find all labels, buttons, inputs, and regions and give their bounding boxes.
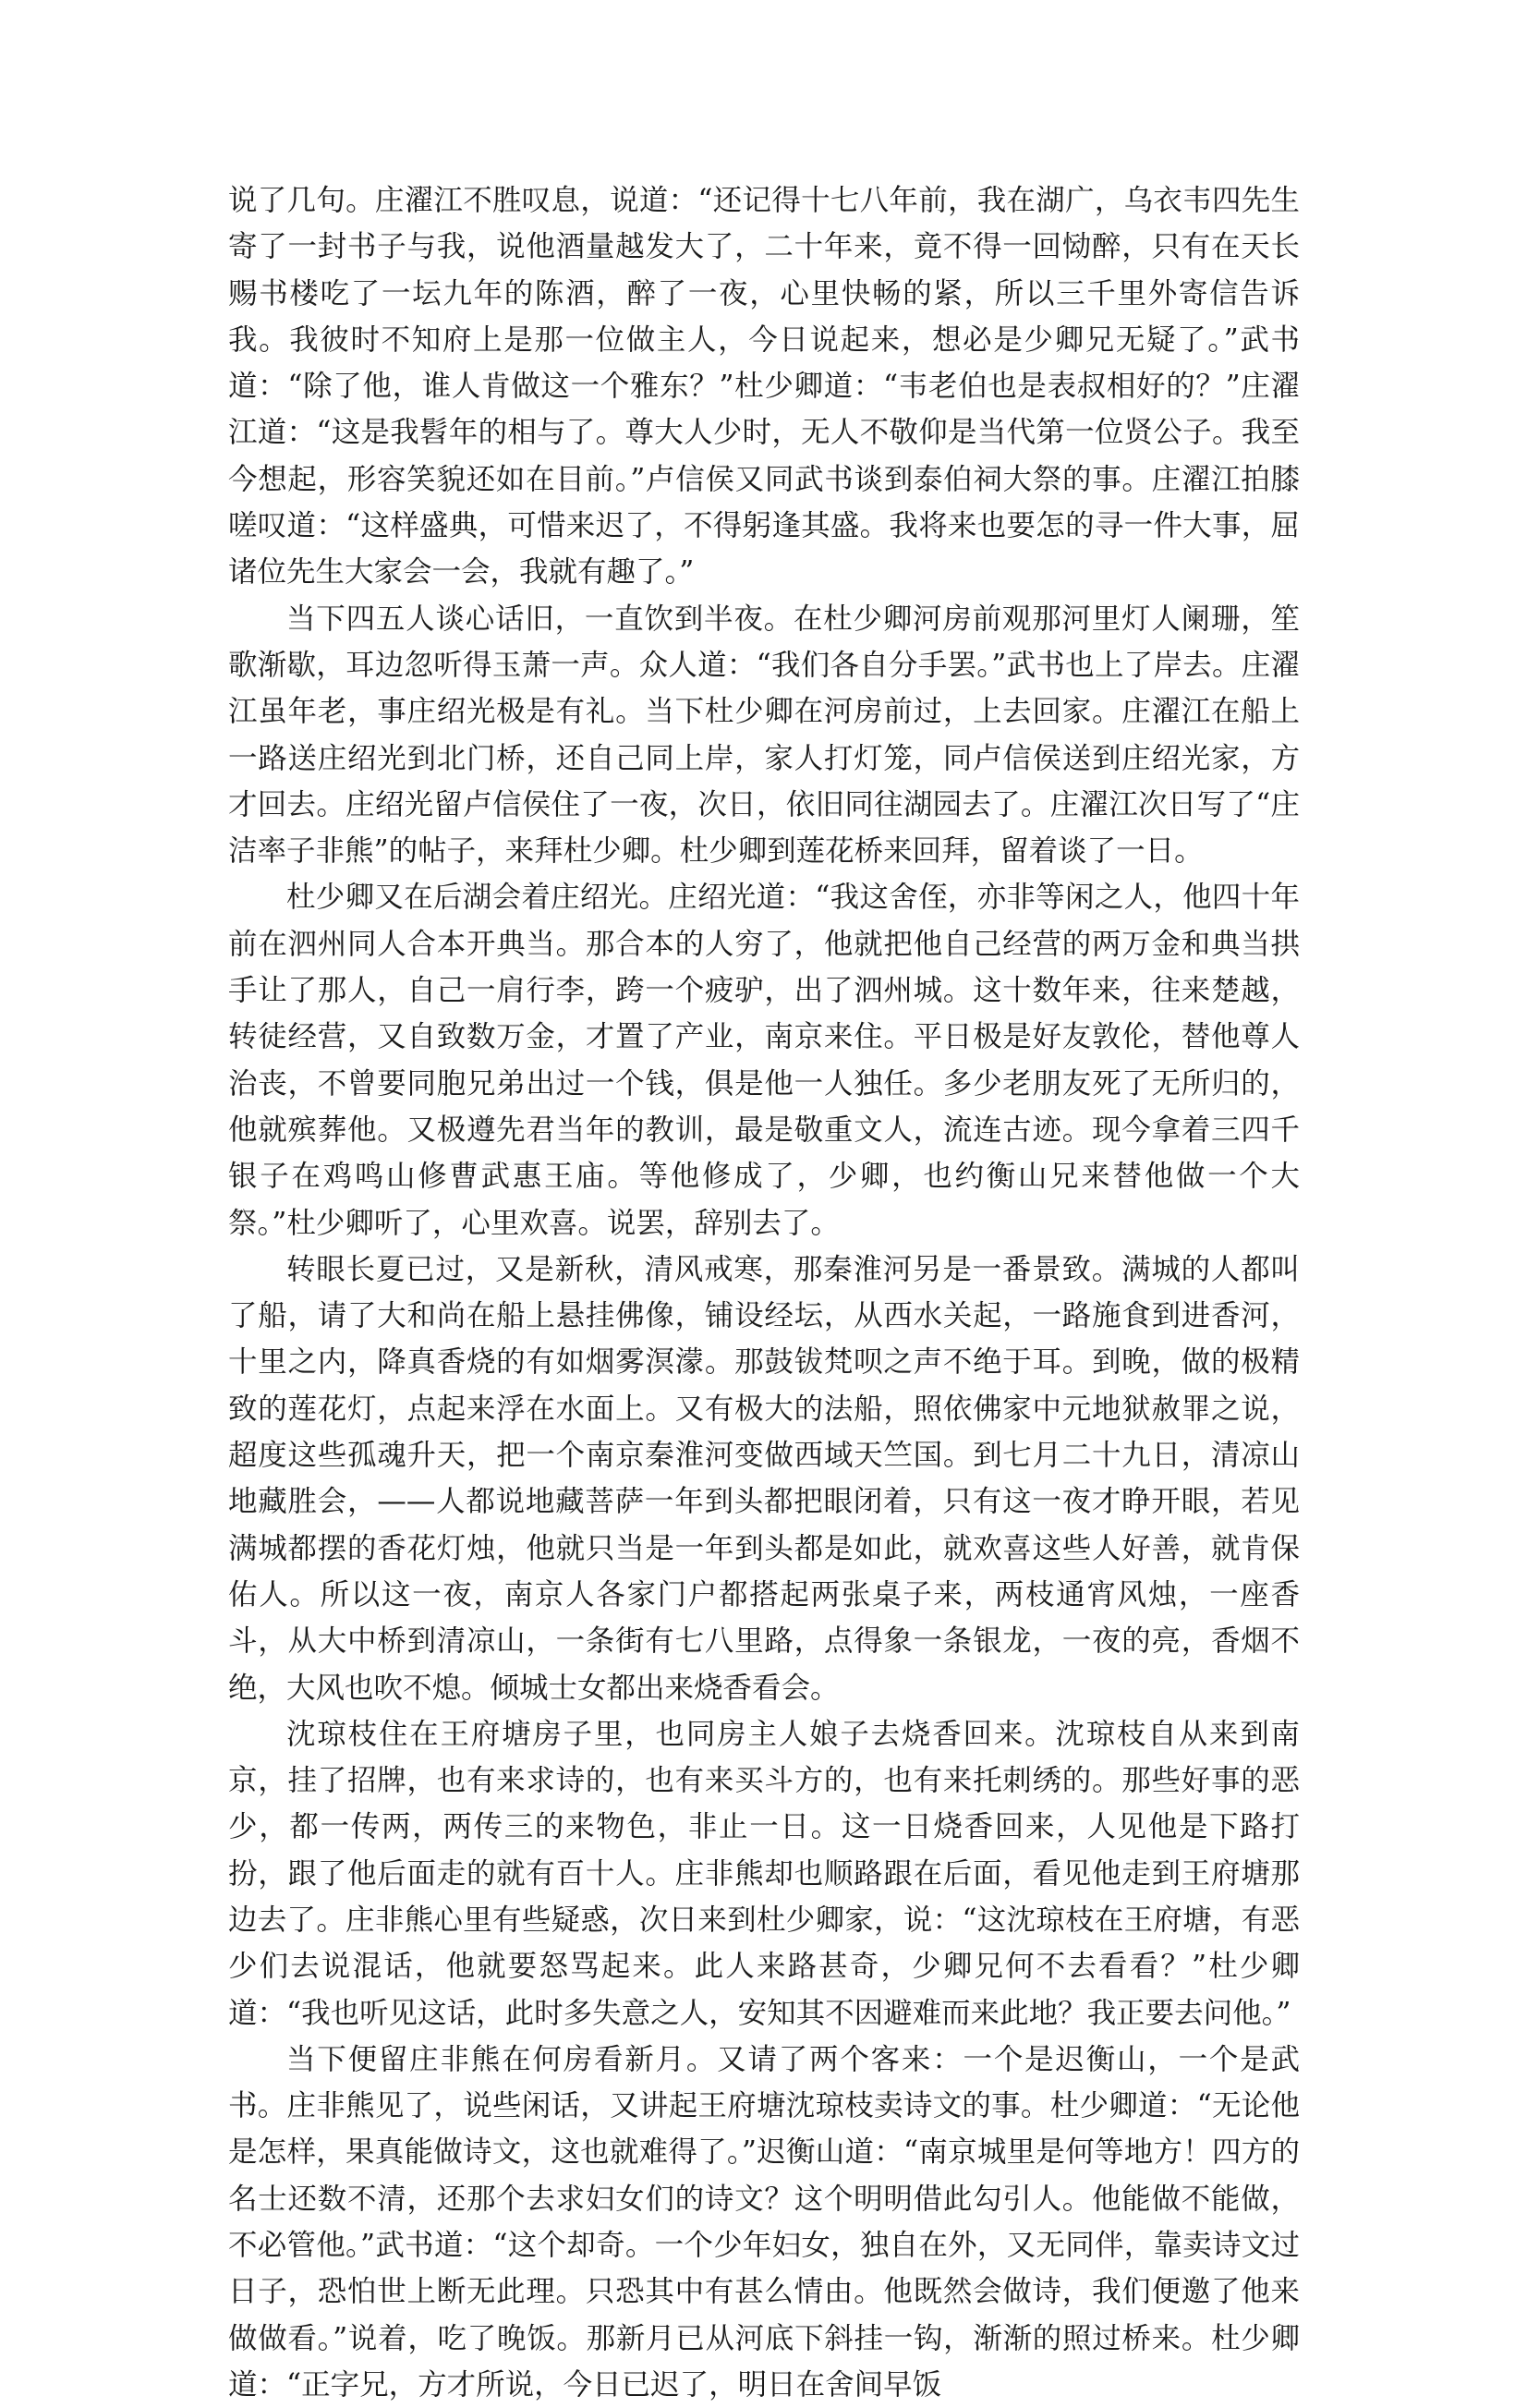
paragraph-6: 当下便留庄非熊在何房看新月。又请了两个客来：一个是迟衡山，一个是武书。庄非熊见了，说些闲话，又讲起王府塘沈琼枝卖诗文的事。杜少卿道：“无论他是怎样，果真能做诗文，这也就难得了。”迟衡山道：“南京城里是何等地方！四方的名士还数不清，还那个去求妇女们的诗文？这个明明借此勾引人。他能做不能做，不必管他。”武书道：“这个却奇。一个少年妇女，独自在外，又无同伴，靠卖诗文过日子，恐怕世上断无此理。只恐其中有甚么情由。他既然会做诗，我们便邀了他来做做看。”说着，吃了晚饭。那新月已从河底下斜挂一钩，渐渐的照过桥来。杜少卿道：“正字兄，方才所说，今日已迟了，明日在舍间早饭 (228, 2042, 1300, 2402)
paragraph-3: 杜少卿又在后湖会着庄绍光。庄绍光道：“我这舍侄，亦非等闲之人，他四十年前在泗州同人合本开典当。那合本的人穷了，他就把他自己经营的两万金和典当拱手让了那人，自己一肩行李，跨一个疲驴，出了泗州城。这十数年来，往来楚越，转徒经营，又自致数万金，才置了产业，南京来住。平日极是好友敦伦，替他尊人治丧，不曾要同胞兄弟出过一个钱，俱是他一人独任。多少老朋友死了无所归的，他就殡葬他。又极遵先君当年的教训，最是敬重文人，流连古迹。现今拿着三四千银子在鸡鸣山修曹武惠王庙。等他修成了，少卿，也约衡山兄来替他做一个大祭。”杜少卿听了，心里欢喜。说罢，辞别去了。 (228, 881, 1300, 1240)
paragraph-1: 说了几句。庄濯江不胜叹息，说道：“还记得十七八年前，我在湖广，乌衣韦四先生寄了一封书子与我，说他酒量越发大了，二十年来，竟不得一回恸醉，只有在天长赐书楼吃了一坛九年的陈酒，醉了一夜，心里快畅的紧，所以三千里外寄信告诉我。我彼时不知府上是那一位做主人，今日说起来，想必是少卿兄无疑了。”武书道：“除了他，谁人肯做这一个雅东？”杜少卿道：“韦老伯也是表叔相好的？”庄濯江道：“这是我髫年的相与了。尊大人少时，无人不敬仰是当代第一位贤公子。我至今想起，形容笑貌还如在目前。”卢信侯又同武书谈到泰伯祠大祭的事。庄濯江拍膝嗟叹道：“这样盛典，可惜来迟了，不得躬逢其盛。我将来也要怎的寻一件大事，屈诸位先生大家会一会，我就有趣了。” (228, 184, 1300, 590)
paragraph-2: 当下四五人谈心话旧，一直饮到半夜。在杜少卿河房前观那河里灯人阑珊，笙歌渐歇，耳边忽听得玉萧一声。众人道：“我们各自分手罢。”武书也上了岸去。庄濯江虽年老，事庄绍光极是有礼。当下杜少卿在河房前过，上去回家。庄濯江在船上一路送庄绍光到北门桥，还自己同上岸，家人打灯笼，同卢信侯送到庄绍光家，方才回去。庄绍光留卢信侯住了一夜，次日，依旧同往湖园去了。庄濯江次日写了“庄洁率子非熊”的帖子，来拜杜少卿。杜少卿到莲花桥来回拜，留着谈了一日。 (228, 602, 1300, 869)
paragraph-4: 转眼长夏已过，又是新秋，清风戒寒，那秦淮河另是一番景致。满城的人都叫了船，请了大和尚在船上悬挂佛像，铺设经坛，从西水关起，一路施食到进香河，十里之内，降真香烧的有如烟雾溟濛。那鼓钹梵呗之声不绝于耳。到晚，做的极精致的莲花灯，点起来浮在水面上。又有极大的法船，照依佛家中元地狱赦罪之说，超度这些孤魂升天，把一个南京秦淮河变做西域天竺国。到七月二十九日，清凉山地藏胜会，——人都说地藏菩萨一年到头都把眼闭着，只有这一夜才睁开眼，若见满城都摆的香花灯烛，他就只当是一年到头都是如此，就欢喜这些人好善，就肯保佑人。所以这一夜，南京人各家门户都搭起两张桌子来，两枝通宵风烛，一座香斗，从大中桥到清凉山，一条街有七八里路，点得象一条银龙，一夜的亮，香烟不绝，大风也吹不熄。倾城士女都出来烧香看会。 (228, 1252, 1300, 1705)
paragraph-5: 沈琼枝住在王府塘房子里，也同房主人娘子去烧香回来。沈琼枝自从来到南京，挂了招牌，也有来求诗的，也有来买斗方的，也有来托刺绣的。那些好事的恶少，都一传两，两传三的来物色，非止一日。这一日烧香回来，人见他是下路打扮，跟了他后面走的就有百十人。庄非熊却也顺路跟在后面，看见他走到王府塘那边去了。庄非熊心里有些疑惑，次日来到杜少卿家，说：“这沈琼枝在王府塘，有恶少们去说混话，他就要怒骂起来。此人来路甚奇，少卿兄何不去看看？”杜少卿道：“我也听见这话，此时多失意之人，安知其不因避难而来此地？我正要去问他。” (228, 1717, 1300, 2030)
document-page (228, 177, 1300, 2408)
